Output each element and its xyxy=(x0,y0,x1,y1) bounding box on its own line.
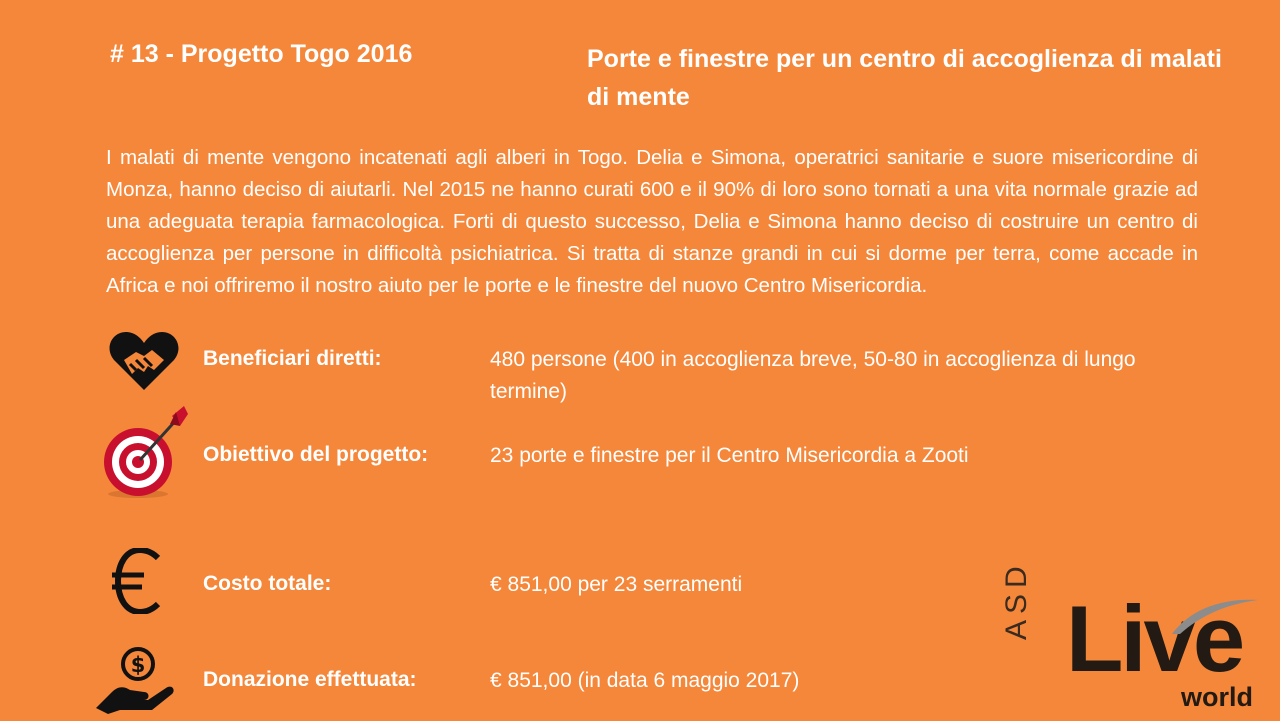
goal-label: Obiettivo del progetto: xyxy=(203,443,429,466)
logo-live-text: Live xyxy=(1066,586,1243,691)
beneficiaries-label: Beneficiari diretti: xyxy=(203,347,382,370)
project-subtitle: Porte e finestre per un centro di accoglienza di malati di mente xyxy=(587,45,1222,111)
svg-text:$: $ xyxy=(130,653,146,677)
euro-icon xyxy=(112,548,162,614)
total-cost-value: € 851,00 per 23 serramenti xyxy=(490,573,743,596)
target-dart-icon xyxy=(100,404,200,500)
goal-value: 23 porte e finestre per il Centro Misericordia a Zooti xyxy=(490,444,969,467)
donation-hand-coin-icon xyxy=(94,646,176,716)
logo-asd-text: ASD xyxy=(1000,560,1033,640)
project-description: I malati di mente vengono incatenati agli alberi in Togo. Delia e Simona, operatrici sanitarie e suore misericordine di Monza, hanno deciso di aiutarli. Nel 2015 ne hanno curati 600 e il 90% di loro sono tornati a una vita normale grazie ad una adeguata terapia farmacologica. Forti di questo successo, Delia e Simona hanno deciso di costruire un centro di accoglienza per persone in difficoltà psichiatrica. Si tratta di stanze grandi in cui si dorme per terra, come accade in Africa e noi offriremo il nostro aiuto per le porte e le finestre del nuovo Centro Misericordia. xyxy=(106,146,1198,297)
project-number-title: # 13 - Progetto Togo 2016 xyxy=(110,40,413,68)
logo-world-text: world xyxy=(1181,682,1253,712)
heart-handshake-icon xyxy=(108,330,180,392)
donation-label: Donazione effettuata: xyxy=(203,668,417,691)
donation-value: € 851,00 (in data 6 maggio 2017) xyxy=(490,669,800,692)
logo-swoosh-icon xyxy=(1170,596,1260,636)
total-cost-label: Costo totale: xyxy=(203,572,332,595)
beneficiaries-value: 480 persone (400 in accoglienza breve, 50-80 in accoglienza di lungo termine) xyxy=(490,348,1136,403)
